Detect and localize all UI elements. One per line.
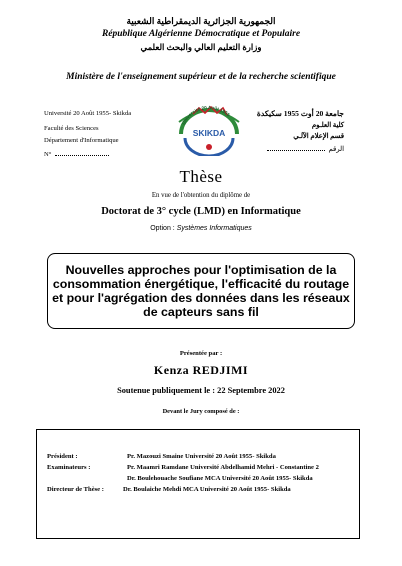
ministry-heading: Ministère de l'enseignement supérieur et de la recherche scientifique (66, 72, 336, 82)
logo-name-text: SKIKDA (192, 128, 226, 138)
republic-heading (0, 29, 402, 40)
jury-role: Examinateurs : (47, 464, 91, 471)
left-faculty: Faculté des Sciences (44, 125, 99, 132)
logo-dot-icon (206, 144, 212, 150)
jury-affiliation: MCA Université 20 Août 1955- Skikda (181, 486, 291, 493)
option-label: Option : (150, 225, 177, 232)
thesis-title-box (47, 253, 355, 329)
jury-row-examiner-2 (47, 475, 313, 483)
left-number-label: N° (44, 151, 52, 158)
right-department: قسم الإعلام الآلـي (293, 133, 344, 140)
option-value: Systèmes Informatiques (176, 225, 252, 232)
jury-affiliation: Université Abdelhamid Mehri - Constantine 2 (188, 464, 319, 471)
jury-member-name: Dr. Boulaiche Mehdi (123, 486, 182, 493)
university-logo (175, 102, 243, 156)
right-number-label: الرقم (328, 146, 344, 153)
university-seal-icon (175, 102, 243, 156)
logo-arc-text: Université 20 Août 1955 (181, 104, 231, 126)
arabic-republic-heading: الجمهورية الجزائرية الديمقراطية الشعبية (126, 16, 276, 26)
left-number (44, 151, 109, 159)
jury-member-name: Pr. Mazouzi Smaine (127, 453, 184, 460)
presented-by-label: Présentée par : (179, 350, 223, 357)
jury-row-director (47, 486, 291, 494)
jury-member-name: Dr. Boulehouache Soufiane (127, 475, 204, 482)
jury-affiliation: MCA Université 20 Août 1955- Skikda (203, 475, 313, 482)
right-faculty: كلية العلـوم (311, 122, 344, 129)
right-number-dots (267, 150, 325, 151)
thesis-title: Nouvelles approches pour l'optimisation de la consommation énergétique, l'efficacité du routage et pour l'agrégation des données dans les réseaux de capteurs sans fil (52, 262, 350, 320)
jury-affiliation: Université 20 Août 1955- Skikda (183, 453, 276, 460)
document-type-title: Thèse (179, 167, 223, 186)
left-department: Département d'Informatique (44, 137, 119, 144)
left-number-dots (55, 155, 109, 156)
jury-member-name: Pr. Maamri Ramdane (127, 464, 189, 471)
jury-row-examiner-1 (47, 464, 319, 472)
degree-intro: En vue de l'obtention du diplôme de (151, 192, 251, 199)
jury-role: Directeur de Thèse : (47, 486, 104, 493)
jury-intro: Devant le Jury composé de : (162, 408, 240, 415)
left-university: Université 20 Août 1955- Skikda (44, 110, 132, 117)
republic-line: République Algérienne Démocratique et Populaire (101, 29, 301, 39)
degree-name: Doctorat de 3° cycle (LMD) en Informatique (101, 206, 301, 217)
jury-row-president (47, 453, 276, 461)
author-name: Kenza REDJIMI (153, 363, 249, 377)
right-number (267, 146, 344, 154)
option-line (0, 225, 402, 232)
jury-box (36, 429, 360, 539)
right-university: جامعة 20 أوت 1955 سكيكدة (256, 109, 344, 118)
jury-role: Président : (47, 453, 78, 460)
defense-date: Soutenue publiquement le : 22 Septembre 2022 (117, 386, 285, 395)
arabic-ministry-heading: وزارة التعليم العالي والبحث العلمي (140, 42, 262, 52)
